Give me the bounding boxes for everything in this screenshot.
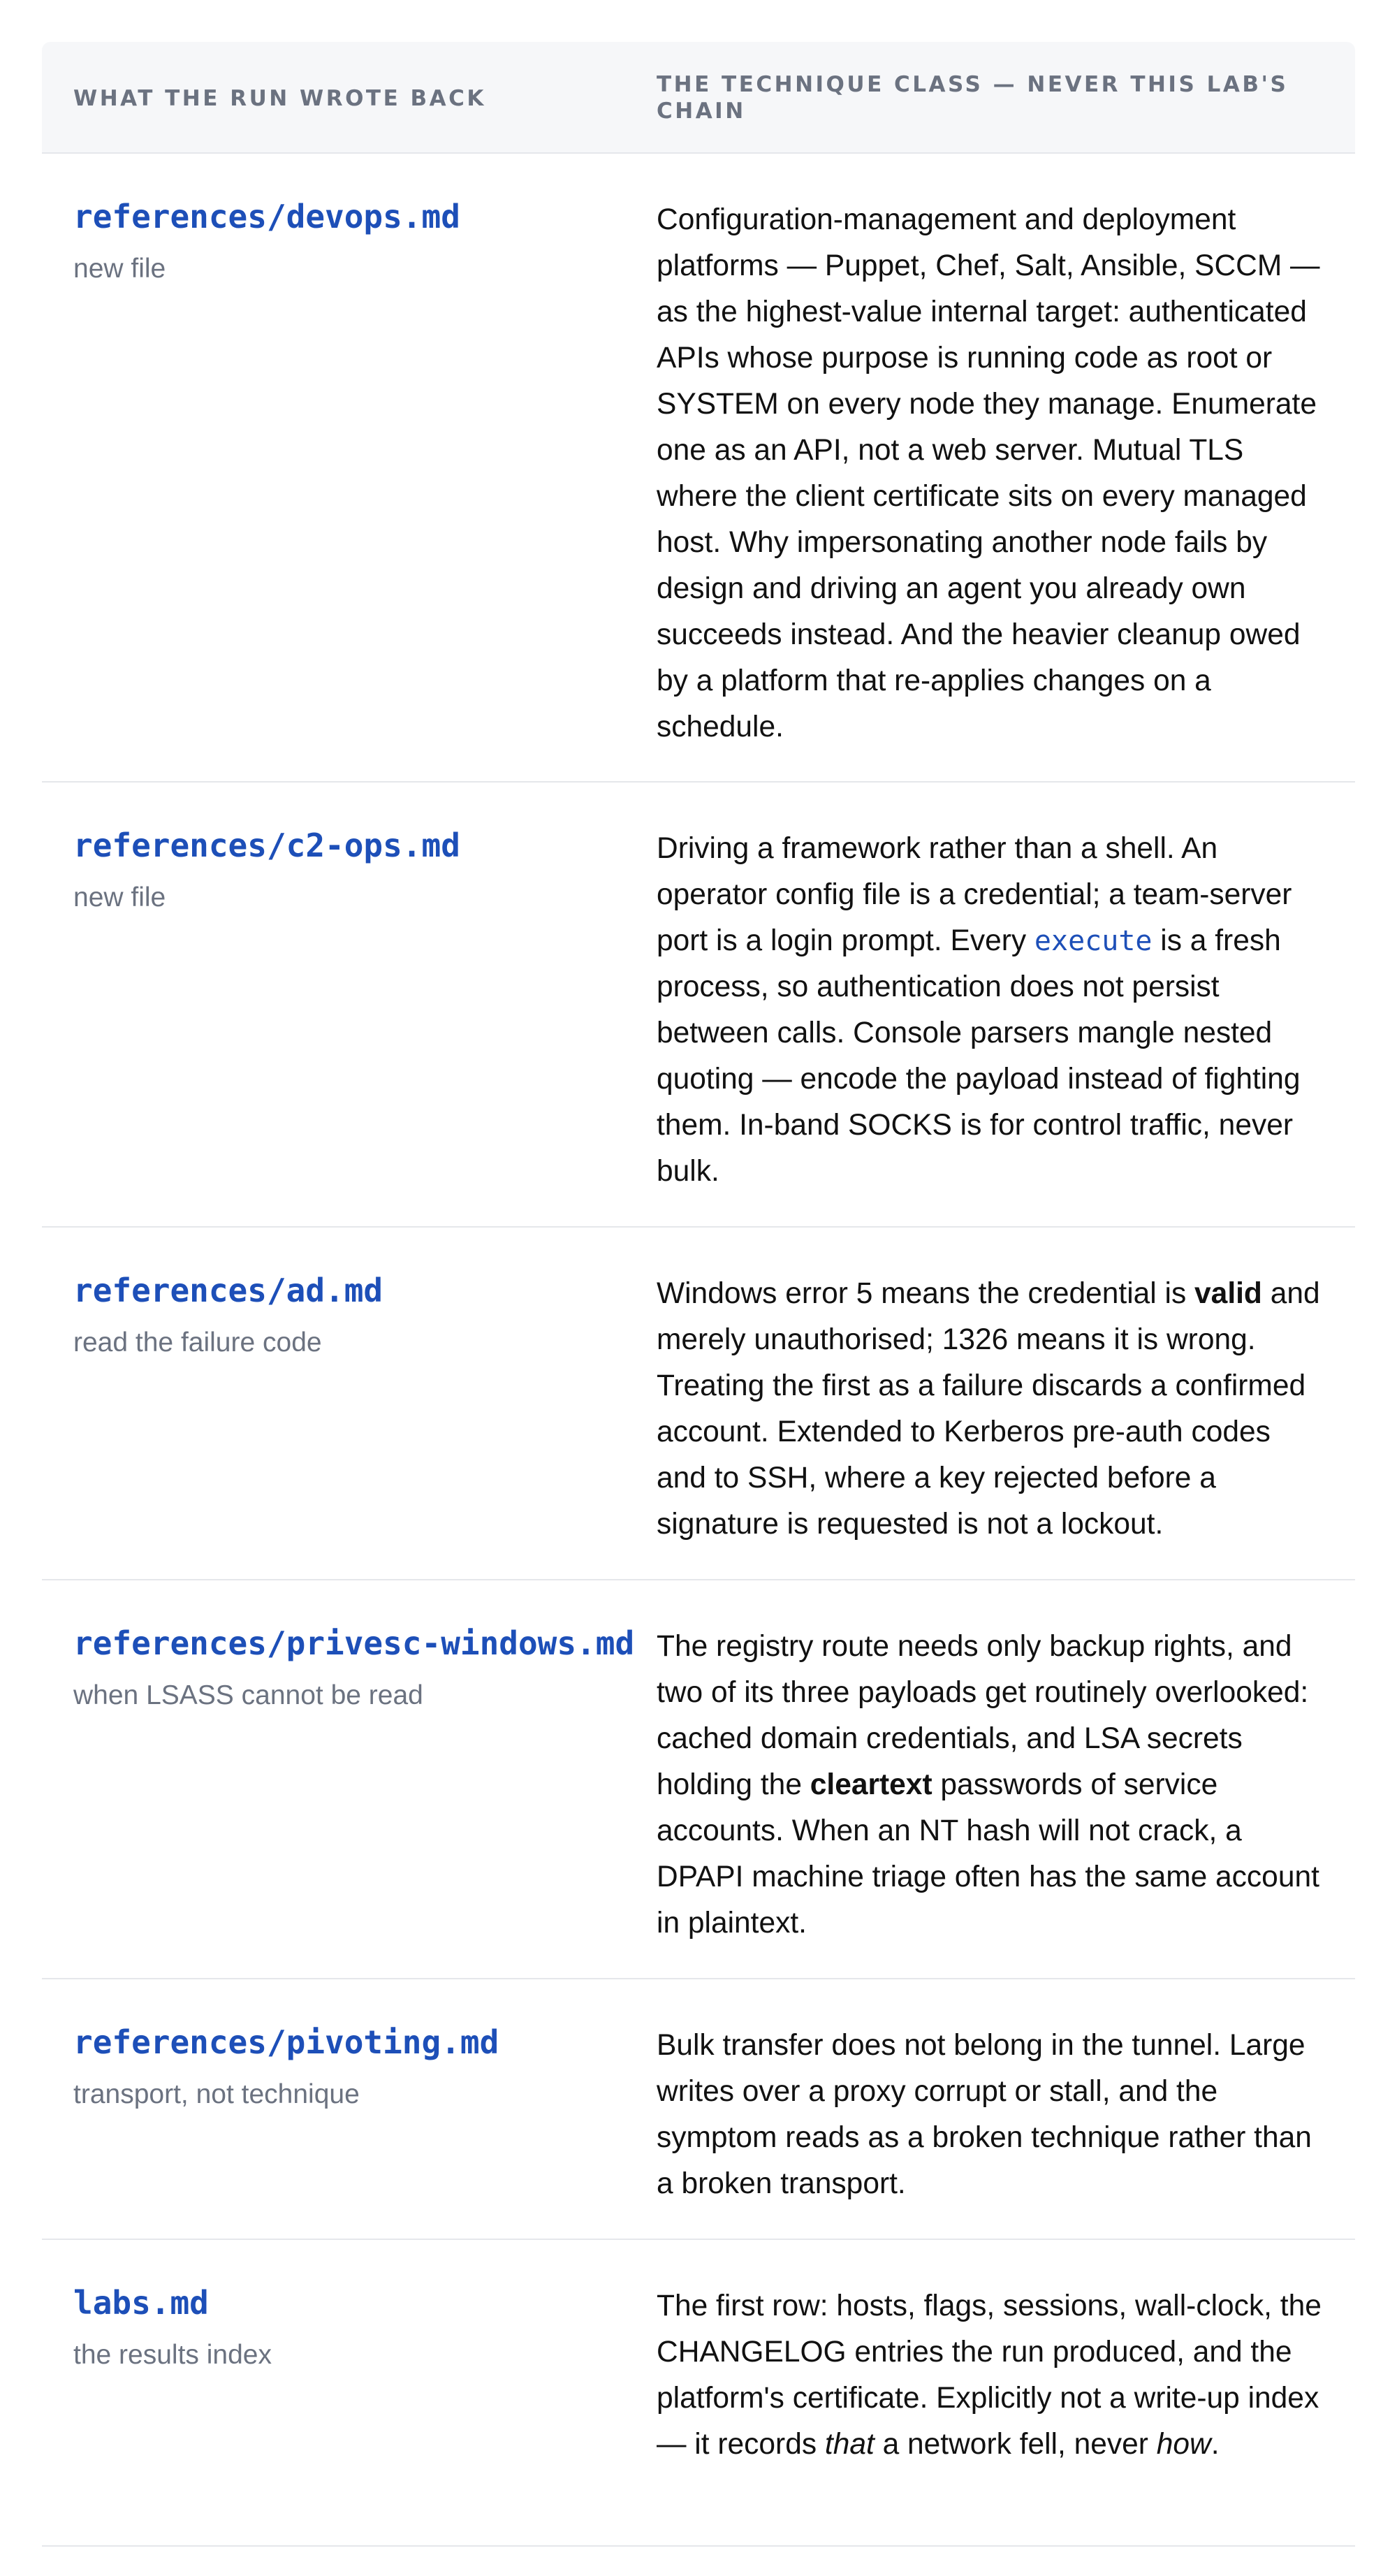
inline-code: execute bbox=[1034, 925, 1153, 957]
file-note: the results index bbox=[73, 2340, 272, 2370]
file-note: new file bbox=[73, 882, 166, 912]
file-note: read the failure code bbox=[73, 1327, 322, 1358]
description-text: The registry route needs only backup rights, and two of its three payloads get routinely overlooked: cached domain credentials, and LSA secrets holding the bbox=[657, 1630, 1309, 1801]
row-description-cell bbox=[657, 197, 1355, 781]
file-note: new file bbox=[73, 254, 166, 284]
row-description: Bulk transfer does not belong in the tunnel. Large writes over a proxy corrupt or stall, and the symptom reads as a broken technique rather than a broken transport. bbox=[657, 2029, 1312, 2200]
file-path: references/privesc-windows.md bbox=[73, 1624, 635, 1662]
table-row bbox=[42, 2240, 1355, 2547]
file-path: references/pivoting.md bbox=[73, 2023, 499, 2061]
row-description-cell bbox=[657, 2023, 1355, 2239]
table-row bbox=[42, 1228, 1355, 1580]
description-text: passwords of service accounts. When an NT hash will not crack, a DPAPI machine triage often has the same account in plaintext. bbox=[657, 1768, 1319, 1940]
row-description-cell bbox=[657, 1271, 1355, 1579]
description-text: is a fresh process, so authentication does not persist between calls. Console parsers mangle nested quoting — encode the payload instead of fighting them. In-band SOCKS is for control traffic, never bulk. bbox=[657, 924, 1301, 1188]
file-note: when LSASS cannot be read bbox=[73, 1680, 423, 1710]
references-table bbox=[42, 42, 1355, 2547]
row-file-cell bbox=[42, 1271, 657, 1579]
table-row bbox=[42, 1979, 1355, 2240]
table-row bbox=[42, 154, 1355, 783]
emphasis-italic: how bbox=[1156, 2428, 1211, 2461]
description-text: a network fell, never bbox=[874, 2428, 1157, 2461]
description-text: The first row: hosts, flags, sessions, wall-clock, the CHANGELOG entries the run produced, and the platform's certificate. Explicitly not a write-up index — it records bbox=[657, 2290, 1322, 2461]
description-text: and merely unauthorised; 1326 means it is wrong. Treating the first as a failure discards a confirmed account. Extended to Kerberos pre-auth codes and to SSH, where a key rejected before a signature is requested is not a lockout. bbox=[657, 1277, 1320, 1541]
description-text: Driving a framework rather than a shell. An operator config file is a credential; a team-server port is a login prompt. Every bbox=[657, 832, 1292, 957]
row-description: Configuration-management and deployment platforms — Puppet, Chef, Salt, Ansible, SCCM — as the highest-value internal target: authenticated APIs whose purpose is running code as root or SYSTEM on every node they manage. Enumerate one as an API, not a web server. Mutual TLS where the client certificate sits on every managed host. Why impersonating another node fails by design and driving an agent you already own succeeds instead. And the heavier cleanup owed by a platform that re-applies changes on a schedule. bbox=[657, 203, 1320, 743]
file-note: transport, not technique bbox=[73, 2079, 360, 2109]
row-description bbox=[657, 1624, 1327, 1946]
row-file-cell bbox=[42, 1624, 657, 1978]
row-description bbox=[657, 826, 1327, 1195]
row-file-cell bbox=[42, 2023, 657, 2239]
file-path: references/c2-ops.md bbox=[73, 827, 460, 864]
row-description-cell bbox=[657, 826, 1355, 1226]
row-file-cell bbox=[42, 2283, 657, 2545]
header-col-technique bbox=[657, 42, 1355, 152]
row-description-cell bbox=[657, 2283, 1355, 2545]
file-path: references/ad.md bbox=[73, 1272, 383, 1309]
emphasis-bold: valid bbox=[1194, 1277, 1262, 1310]
description-text: Windows error 5 means the credential is bbox=[657, 1277, 1195, 1310]
emphasis-bold: cleartext bbox=[810, 1768, 932, 1801]
header-col-output: WHAT THE RUN WROTE BACK bbox=[73, 86, 486, 111]
table-header bbox=[42, 42, 1355, 154]
description-text: . bbox=[1211, 2428, 1220, 2461]
header-col-technique-line2: CHAIN bbox=[657, 99, 746, 124]
emphasis-italic: that bbox=[824, 2428, 875, 2461]
row-description bbox=[657, 1271, 1327, 1548]
header-col-technique-line1: THE TECHNIQUE CLASS — NEVER THIS LAB'S bbox=[657, 72, 1289, 97]
row-description bbox=[657, 2283, 1327, 2468]
row-file-cell bbox=[42, 197, 657, 781]
file-path: labs.md bbox=[73, 2284, 209, 2322]
row-description-cell bbox=[657, 1624, 1355, 1978]
table-row bbox=[42, 783, 1355, 1228]
file-path: references/devops.md bbox=[73, 198, 460, 235]
row-file-cell bbox=[42, 826, 657, 1226]
table-row bbox=[42, 1580, 1355, 1979]
